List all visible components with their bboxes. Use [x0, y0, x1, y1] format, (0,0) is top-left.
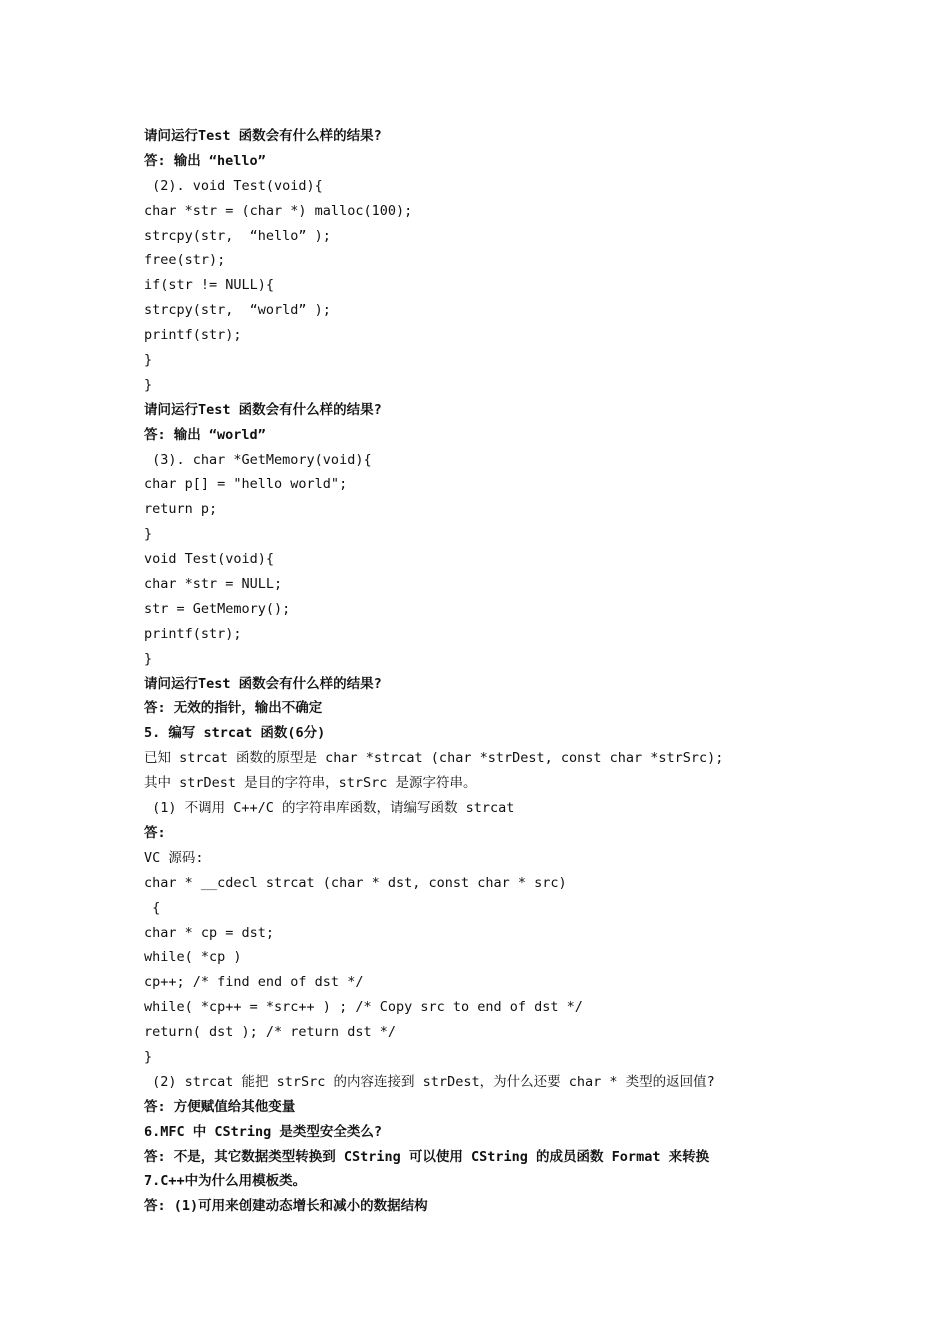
code-line: (3). char *GetMemory(void){ [144, 451, 372, 468]
code-line: } [144, 1048, 153, 1065]
document-body [144, 124, 844, 1219]
code-line: cp++; /* find end of dst */ [144, 974, 364, 991]
answer-line: 答: 输出 “world” [144, 426, 266, 443]
answer-line: 答: [144, 824, 166, 841]
code-line: free(str); [144, 252, 226, 269]
answer-line: 答: 无效的指针，输出不确定 [144, 700, 323, 717]
answer-line: 答: (1)可用来创建动态增长和减小的数据结构 [144, 1198, 428, 1215]
code-line: (2). void Test(void){ [144, 177, 323, 194]
code-line: printf(str); [144, 327, 242, 344]
code-line: printf(str); [144, 625, 242, 642]
answer-line: 答: 方便赋值给其他变量 [144, 1098, 296, 1115]
section-heading: 5. 编写 strcat 函数(6分) [144, 725, 326, 742]
answer-line: 答: 不是，其它数据类型转换到 CString 可以使用 CString 的成员函数 Format 来转换 [144, 1148, 710, 1165]
code-line: char * __cdecl strcat (char * dst, const char * src) [144, 874, 567, 891]
code-line: char * cp = dst; [144, 924, 275, 941]
question-line: 请问运行Test 函数会有什么样的结果? [144, 401, 382, 418]
text-line: 其中 strDest 是目的字符串，strSrc 是源字符串。 [144, 775, 477, 792]
code-line: char *str = (char *) malloc(100); [144, 202, 413, 219]
code-line: return( dst ); /* return dst */ [144, 1024, 396, 1041]
code-line: str = GetMemory(); [144, 600, 291, 617]
question-line: 6.MFC 中 CString 是类型安全类么? [144, 1123, 383, 1140]
code-line: strcpy(str, “hello” ); [144, 227, 331, 244]
code-line: while( *cp ) [144, 949, 242, 966]
text-line: (1) 不调用 C++/C 的字符串库函数，请编写函数 strcat [144, 800, 515, 817]
question-line: 请问运行Test 函数会有什么样的结果? [144, 128, 382, 144]
text-line: VC 源码: [144, 849, 204, 866]
code-line: } [144, 526, 153, 543]
code-line: return p; [144, 501, 218, 518]
answer-line: 答: 输出 “hello” [144, 152, 266, 169]
code-line: void Test(void){ [144, 551, 275, 568]
code-line: if(str != NULL){ [144, 277, 275, 294]
code-line: char *str = NULL; [144, 576, 283, 593]
text-line: 已知 strcat 函数的原型是 char *strcat (char *strDest, const char *strSrc); [144, 750, 724, 767]
text-line: (2) strcat 能把 strSrc 的内容连接到 strDest，为什么还要 char * 类型的返回值? [144, 1073, 715, 1090]
code-line: } [144, 650, 153, 667]
code-line: char p[] = "hello world"; [144, 476, 348, 493]
code-line: while( *cp++ = *src++ ) ; /* Copy src to end of dst */ [144, 999, 583, 1016]
code-line: } [144, 376, 153, 393]
code-line: { [144, 899, 161, 916]
code-line: strcpy(str, “world” ); [144, 302, 331, 319]
code-line: } [144, 352, 153, 369]
question-line: 7.C++中为什么用模板类。 [144, 1173, 307, 1190]
question-line: 请问运行Test 函数会有什么样的结果? [144, 675, 382, 692]
